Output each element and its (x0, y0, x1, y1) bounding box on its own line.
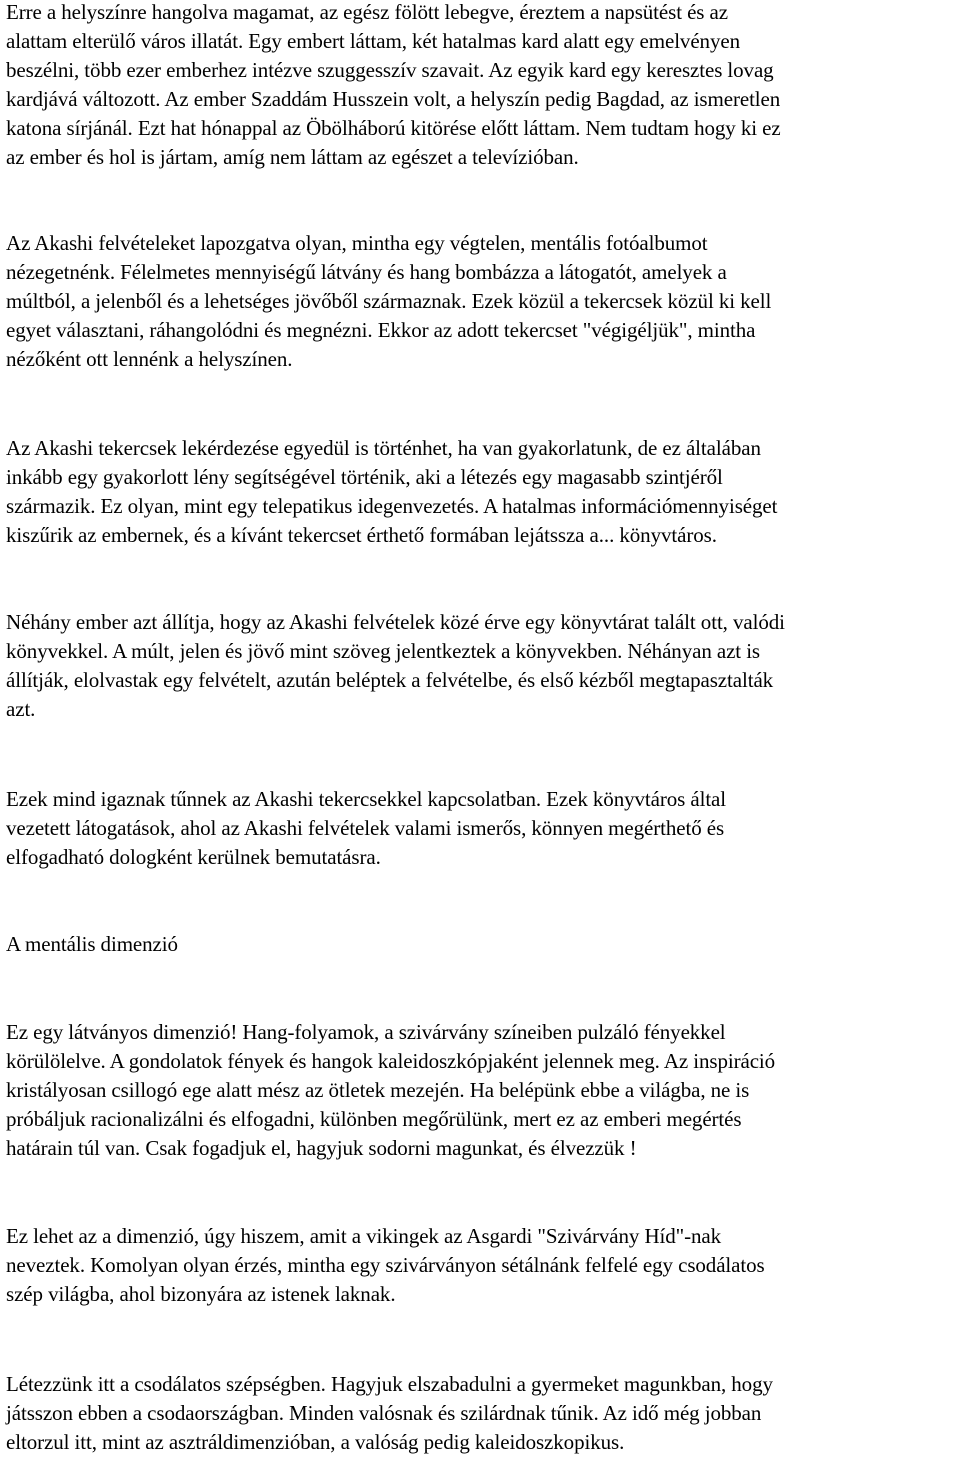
paragraph-akashi-album: Az Akashi felvételeket lapozgatva olyan, mintha egy végtelen, mentális fotóalbumot nézegetnénk. Félelmetes mennyiségű látvány és hang bombázza a látogatót, amelyek a múltból, a jelenből és a lehetséges jövőből származnak. Ezek közül a tekercsek közül ki kell egyet választani, ráhangolódni és megnézni. Ekkor az adott tekercset "végigéljük", mintha nézőként ott lennénk a helyszínen. (6, 231, 772, 371)
paragraph-rainbow-bridge: Ez lehet az a dimenzió, úgy hiszem, amit a vikingek az Asgardi "Szivárvány Híd"-nak neveztek. Komolyan olyan érzés, mintha egy szivárványon sétálnánk felfelé egy csodálatos szép világba, ahol bizonyára az istenek laknak. (6, 1224, 765, 1306)
section-heading-mental-dimension: A mentális dimenzió (6, 932, 178, 956)
paragraph-librarian-visits: Ezek mind igaznak tűnnek az Akashi tekercsekkel kapcsolatban. Ezek könyvtáros által vezetett látogatások, ahol az Akashi felvételek valami ismerős, könnyen megérthető és elfogadható dologként kerülnek bemutatásra. (6, 787, 727, 869)
paragraph-akashi-query: Az Akashi tekercsek lekérdezése egyedül is történhet, ha van gyakorlatunk, de ez általában inkább egy gyakorlott lény segítségével történik, aki a létezés egy magasabb szintjéről származik. Ez olyan, mint egy telepatikus idegenvezetés. A hatalmas információmennyiséget kiszűrik az embernek, és a kívánt tekercset érthető formában lejátssza a... könyvtáros. (6, 436, 778, 547)
paragraph-wonderland: Létezzünk itt a csodálatos szépségben. Hagyjuk elszabadulni a gyermeket magunkban, hogy játsszon ebben a csodaországban. Minden valósnak és szilárdnak tűnik. Az idő még jobban eltorzul itt, mint az asztráldimenzióban, a valóság pedig kaleidoszkopikus. (6, 1372, 773, 1454)
paragraph-mental-dimension: Ez egy látványos dimenzió! Hang-folyamok, a szivárvány színeiben pulzáló fényekkel körülölelve. A gondolatok fények és hangok kaleidoszkópjaként jelennek meg. Az inspiráció kristályosan csillogó ege alatt mész az ötletek mezején. Ha belépünk ebbe a világba, ne is próbáljuk racionalizálni és elfogadni, különben megőrülünk, mert ez az emberi megértés határain túl van. Csak fogadjuk el, hagyjuk sodorni magunkat, és élvezzük ! (6, 1020, 776, 1160)
paragraph-library: Néhány ember azt állítja, hogy az Akashi felvételek közé érve egy könyvtárat talált ott, valódi könyvekkel. A múlt, jelen és jövő mint szöveg jelentkeztek a könyvekben. Néhányan azt is állítják, elolvastak egy felvételt, azután beléptek a felvételbe, és első kézből megtapasztalták azt. (6, 610, 785, 721)
paragraph-baghdad-vision: Erre a helyszínre hangolva magamat, az egész fölött lebegve, éreztem a napsütést és az alattam elterülő város illatát. Egy embert láttam, két hatalmas kard alatt egy emelvényen beszélni, több ezer emberhez intézve szuggesszív szavait. Az egyik kard egy keresztes lovag kardjává változott. Az ember Szaddám Husszein volt, a helyszín pedig Bagdad, az ismeretlen katona sírjánál. Ezt hat hónappal az Öbölháború kitörése előtt láttam. Nem tudtam hogy ki ez az ember és hol is jártam, amíg nem láttam az egészet a televízióban. (6, 0, 781, 169)
